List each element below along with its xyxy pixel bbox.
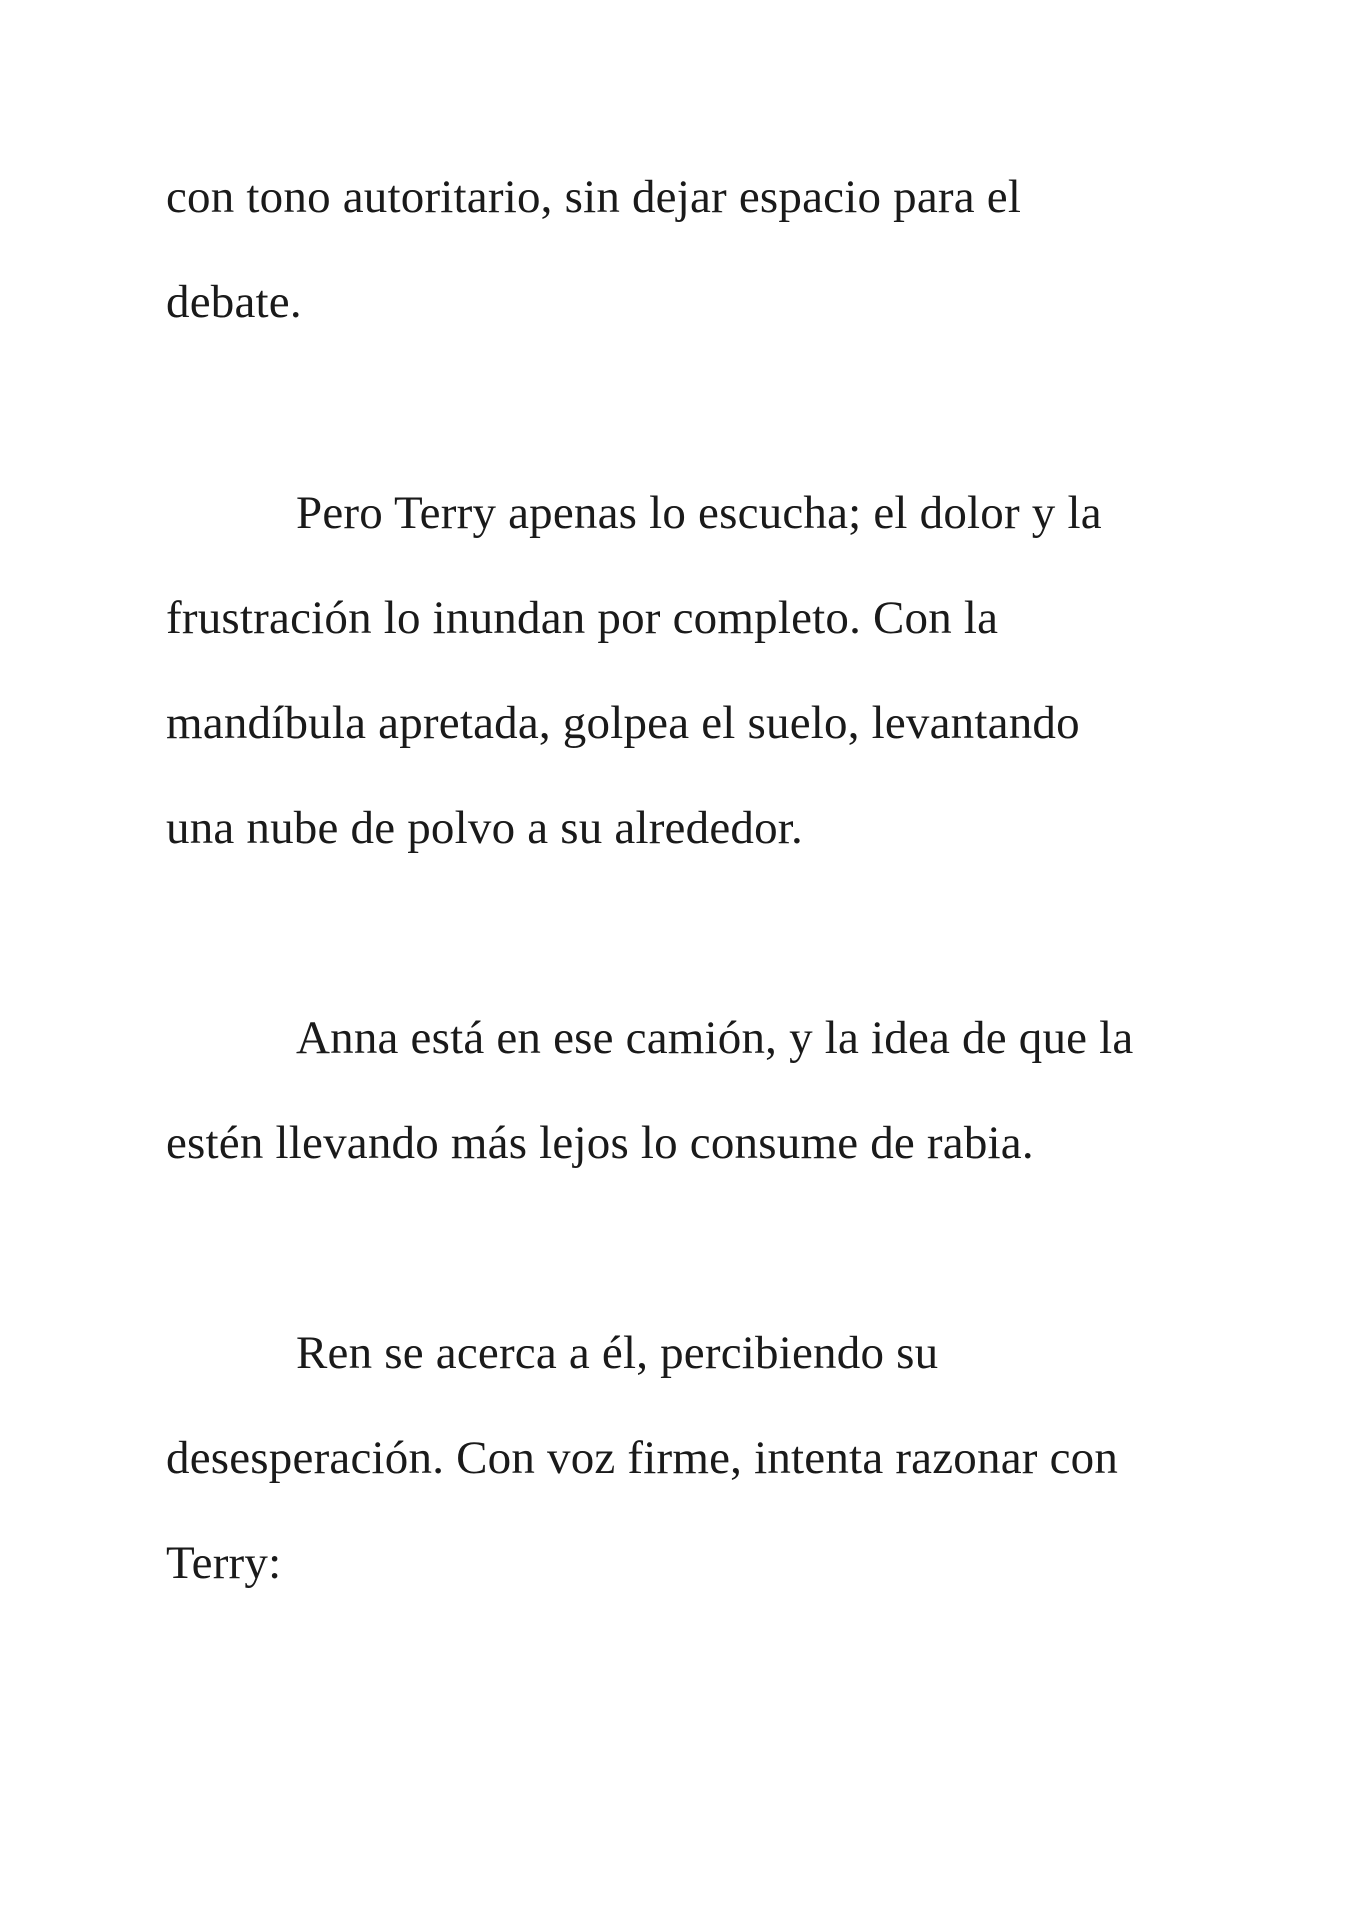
- text-line: Ren se acerca a él, percibiendo su: [296, 1327, 939, 1379]
- text-line: mandíbula apretada, golpea el suelo, levantando: [166, 697, 1080, 749]
- text-line: con tono autoritario, sin dejar espacio para el: [166, 171, 1022, 223]
- text-line: desesperación. Con voz firme, intenta razonar con: [166, 1432, 1119, 1484]
- text-line: frustración lo inundan por completo. Con la: [166, 592, 999, 644]
- text-line: Pero Terry apenas lo escucha; el dolor y la: [296, 487, 1102, 539]
- text-line: una nube de polvo a su alrededor.: [166, 802, 803, 854]
- text-line: Terry:: [166, 1537, 282, 1589]
- text-line: Anna está en ese camión, y la idea de que la: [296, 1012, 1134, 1064]
- text-line: estén llevando más lejos lo consume de rabia.: [166, 1117, 1034, 1169]
- text-line: debate.: [166, 276, 302, 328]
